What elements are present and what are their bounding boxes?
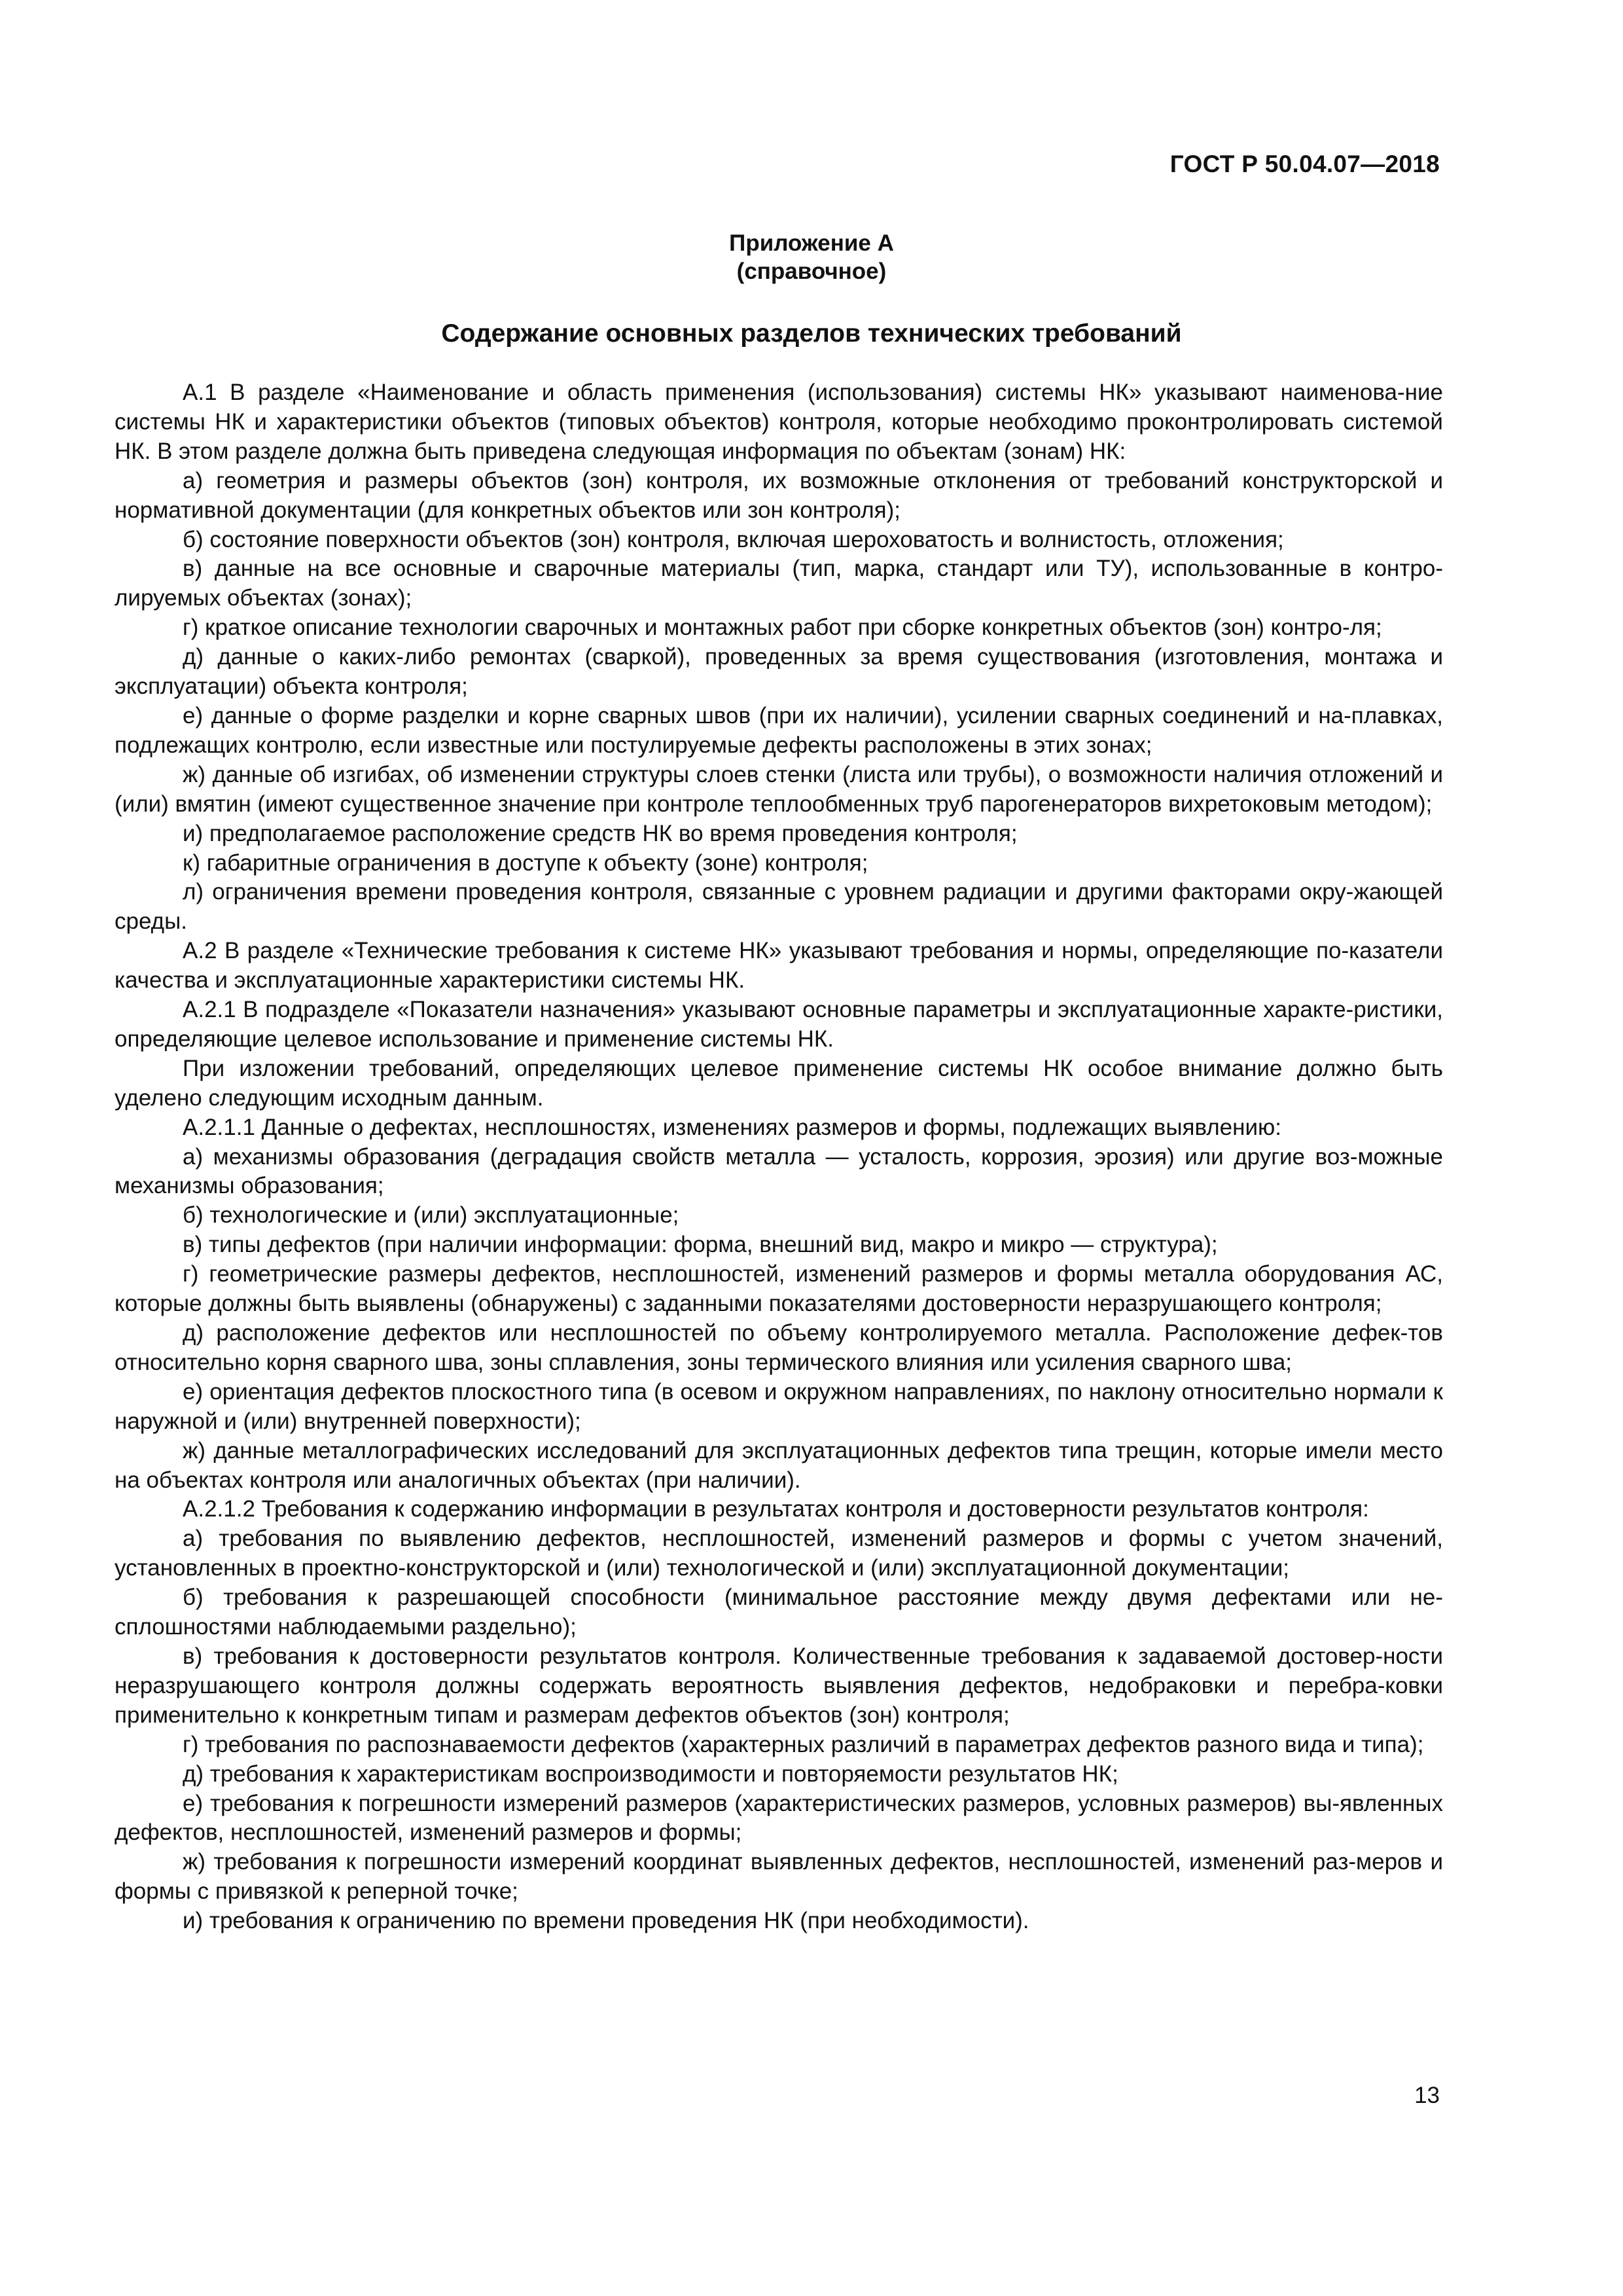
- paragraph: При изложении требований, определяющих целевое применение системы НК особое внимание должно быть уделено следующим исходным данным.: [115, 1055, 1443, 1111]
- paragraph: А.2.1.1 Данные о дефектах, несплошностях, изменениях размеров и формы, подлежащих выявлению:: [183, 1114, 1281, 1140]
- paragraph: д) требования к характеристикам воспроизводимости и повторяемости результатов НК;: [183, 1761, 1118, 1787]
- paragraph: г) геометрические размеры дефектов, несплошностей, изменений размеров и формы металла оборудования АС, которые должны быть выявлены (обнаружены) с заданными показателями достоверности неразрушающего контроля;: [115, 1261, 1443, 1317]
- paragraph: ж) данные об изгибах, об изменении структуры слоев стенки (листа или трубы), о возможности наличия отложений и (или) вмятин (имеют существенное значение при контроле теплообменных труб парогенераторов вихретоковым методом);: [115, 761, 1443, 817]
- paragraph: А.2 В разделе «Технические требования к системе НК» указывают требования и нормы, определяющие по-казатели качества и эксплуатационные характеристики системы НК.: [115, 938, 1443, 994]
- paragraph: А.2.1.2 Требования к содержанию информации в результатах контроля и достоверности результатов контроля:: [183, 1496, 1369, 1522]
- paragraph: г) краткое описание технологии сварочных и монтажных работ при сборке конкретных объектов (зон) контро-ля;: [183, 615, 1382, 641]
- paragraph: в) данные на все основные и сварочные материалы (тип, марка, стандарт или ТУ), использованные в контро-лируемых объектах (зонах);: [115, 556, 1443, 611]
- paragraph: л) ограничения времени проведения контроля, связанные с уровнем радиации и другими факторами окру-жающей среды.: [115, 879, 1443, 935]
- paragraph: б) технологические и (или) эксплуатационные;: [183, 1202, 679, 1229]
- paragraph: А.2.1 В подразделе «Показатели назначения» указывают основные параметры и эксплуатационные характе-ристики, определяющие целевое использование и применение системы НК.: [115, 997, 1443, 1052]
- paragraph: а) механизмы образования (деградация свойств металла — усталость, коррозия, эрозия) или другие воз-можные механизмы образования;: [115, 1143, 1443, 1199]
- document-standard-number: ГОСТ Р 50.04.07—2018: [1169, 151, 1440, 177]
- paragraph: е) данные о форме разделки и корне сварных швов (при их наличии), усилении сварных соединений и на-плавках, подлежащих контролю, если известные или постулируемые дефекты расположены в этих зонах;: [115, 702, 1443, 758]
- appendix-heading: [0, 229, 1623, 285]
- appendix-type: (справочное): [736, 259, 887, 284]
- paragraph: д) данные о каких-либо ремонтах (сваркой), проведенных за время существования (изготовления, монтажа и эксплуатации) объекта контроля;: [115, 644, 1443, 700]
- paragraph: ж) данные металлографических исследований для эксплуатационных дефектов типа трещин, которые имели место на объектах контроля или аналогичных объектах (при наличии).: [115, 1437, 1443, 1493]
- appendix-label: Приложение А: [729, 230, 894, 256]
- paragraph: в) типы дефектов (при наличии информации: форма, внешний вид, макро и микро — структура);: [183, 1232, 1218, 1258]
- document-body: [115, 378, 1443, 1936]
- paragraph: б) требования к разрешающей способности (минимальное расстояние между двумя дефектами или не-сплошностями наблюдаемыми раздельно);: [115, 1585, 1443, 1640]
- page-number: 13: [1414, 2083, 1440, 2108]
- paragraph: ж) требования к погрешности измерений координат выявленных дефектов, несплошностей, изменений раз-меров и формы с привязкой к реперной точке;: [115, 1849, 1443, 1905]
- paragraph: А.1 В разделе «Наименование и область применения (использования) системы НК» указывают наименова-ние системы НК и характеристики объектов (типовых объектов) контроля, которые необходимо проконтролировать системой НК. В этом разделе должна быть приведена следующая информация по объектам (зонам) НК:: [115, 380, 1443, 464]
- paragraph: и) предполагаемое расположение средств НК во время проведения контроля;: [183, 820, 1018, 846]
- paragraph: д) расположение дефектов или несплошностей по объему контролируемого металла. Расположение дефек-тов относительно корня сварного шва, зоны сплавления, зоны термического влияния или усиления сварного шва;: [115, 1320, 1443, 1375]
- paragraph: б) состояние поверхности объектов (зон) контроля, включая шероховатость и волнистость, отложения;: [183, 526, 1284, 552]
- paragraph: а) геометрия и размеры объектов (зон) контроля, их возможные отклонения от требований конструкторской и нормативной документации (для конкретных объектов или зон контроля);: [115, 467, 1443, 523]
- paragraph: и) требования к ограничению по времени проведения НК (при необходимости).: [183, 1908, 1029, 1934]
- paragraph: в) требования к достоверности результатов контроля. Количественные требования к задаваемой достовер-ности неразрушающего контроля должны содержать вероятность выявления дефектов, недобраковки и перебра-ковки применительно к конкретным типам и размерам дефектов объектов (зон) контроля;: [115, 1643, 1443, 1728]
- paragraph: е) ориентация дефектов плоскостного типа (в осевом и окружном направлениях, по наклону относительно нормали к наружной и (или) внутренней поверхности);: [115, 1378, 1443, 1434]
- paragraph: к) габаритные ограничения в доступе к объекту (зоне) контроля;: [183, 850, 868, 876]
- paragraph: е) требования к погрешности измерений размеров (характеристических размеров, условных размеров) вы-явленных дефектов, несплошностей, изменений размеров и формы;: [115, 1790, 1443, 1846]
- page-title: Содержание основных разделов технических требований: [441, 319, 1182, 348]
- paragraph: г) требования по распознаваемости дефектов (характерных различий в параметрах дефектов разного вида и типа);: [183, 1731, 1424, 1757]
- paragraph: а) требования по выявлению дефектов, несплошностей, изменений размеров и формы с учетом значений, установленных в проектно-конструкторской и (или) технологической и (или) эксплуатационной документации;: [115, 1526, 1443, 1581]
